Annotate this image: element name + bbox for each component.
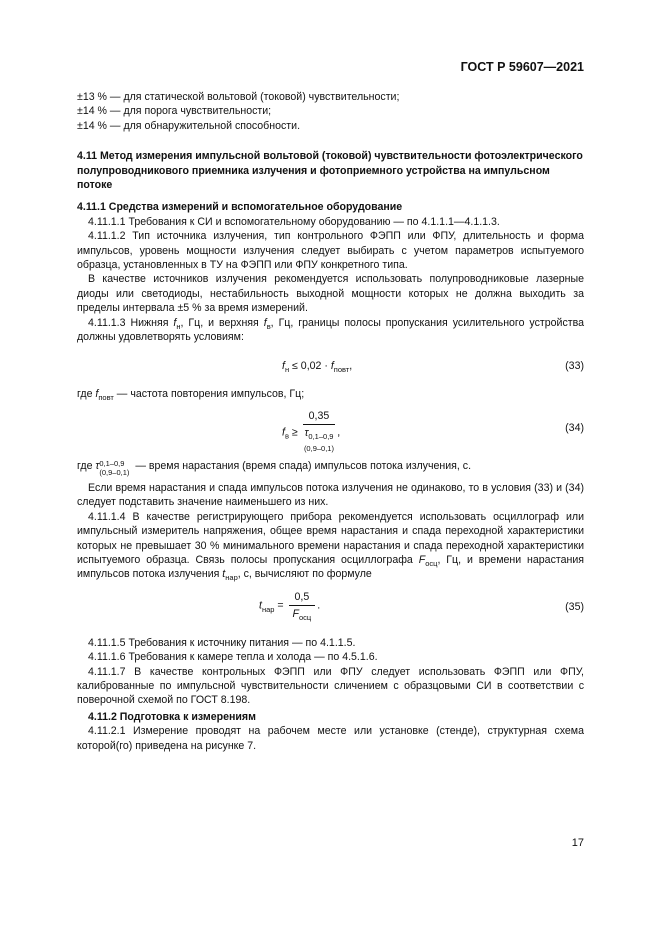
accuracy-line-2: ±14 % — для порога чувствительности; (77, 105, 272, 118)
paragraph-4-11-1-6: 4.11.1.6 Требования к камере тепла и холода — по 4.5.1.6. (88, 651, 378, 664)
accuracy-line-3: ±14 % — для обнаружительной способности. (77, 119, 301, 132)
paragraph-4-11-1-3: 4.11.1.3 Нижняя $f_н$, Гц, и верхняя $f_в$, Гц, границы полосы пропускания усилительного устройства должны удовлетворять условиям: (77, 316, 584, 344)
paragraph-light-sources: В качестве источников излучения рекомендуется использовать полупроводниковые лазерные диоды или светодиоды, нестабильность выходной мощности которых не должна выходить за пределы интервала ±5 % за время измерений. (77, 273, 584, 315)
equation-33-expression: $f_н \le 0,02 \cdot f_{повт}$, (282, 359, 353, 374)
paragraph-4-11-1-7: 4.11.1.7 В качестве контрольных ФЭПП или ФПУ следует использовать ФЭПП или ФПУ, калиброванные по импульсной чувствительности сличением с образцовыми СИ в соответствии с поверочной схемой по ГОСТ 8.198. (77, 665, 584, 707)
paragraph-4-11-1-2: 4.11.1.2 Тип источника излучения, тип контрольного ФЭПП или ФПУ, длительность и форма импульсов, уровень мощности излучения следует выбирать с учетом параметров испытуемого образца, установленных в ТУ на ФЭПП или ФПУ конкретного типа. (77, 230, 584, 272)
equation-35-number: (35) (565, 600, 584, 613)
accuracy-line-1: ±13 % — для статической вольтовой (токовой) чувствительности; (77, 91, 400, 103)
section-4-11-1-title: 4.11.1 Средства измерений и вспомогательное оборудование (77, 201, 403, 214)
paragraph-4-11-1-1: 4.11.1.1 Требования к СИ и вспомогательному оборудованию — по 4.1.1.1—4.1.1.3. (88, 215, 500, 228)
section-4-11-2-title: 4.11.2 Подготовка к измерениям (88, 710, 256, 723)
section-4-11-title: 4.11 Метод измерения импульсной вольтовой (токовой) чувствительности фотоэлектрического полупроводникового приемника излучения и фотоприемного устройства на импульсном потоке (77, 150, 583, 192)
page-number: 17 (571, 837, 584, 849)
equation-34-expression: $f_в$ ≥ 0,35 $\tau_{0,1-0,9}$ (0,9–0,1) , (282, 409, 341, 453)
equation-35 (77, 582, 584, 636)
equation-34-number: (34) (565, 421, 584, 434)
paragraph-4-11-1-4: 4.11.1.4 В качестве регистрирующего прибора рекомендуется использовать осциллограф или импульсный измеритель напряжения, общее время нарастания и спада переходной характеристики которых не превышает 30 % минимального времени нарастания и спада переходной характеристики испытуемого образца. Связь полосы пропускания осциллографа $F_{осц}$, Гц, и времени нарастания импульсов потока излучения $t_{нар}$, с, вычисляют по формуле (77, 510, 584, 583)
equation-35-expression: $t_{нар}$ = $\frac{0,5}{F_{осц}}$ . (259, 590, 321, 623)
paragraph-4-11-2-1: 4.11.2.1 Измерение проводят на рабочем месте или установке (стенде), структурная схема которой(го) приведена на рисунке 7. (77, 725, 584, 752)
equation-33-number: (33) (565, 359, 584, 372)
paragraph-unequal-times: Если время нарастания и спада импульсов потока излучения не одинаково, то в условия (33) и (34) следует подставить значение наименьшего из них. (77, 481, 584, 509)
where-tau: где τ0,1–0,9 (0,9–0,1) — время нарастания (время спада) импульсов потока излучения, с. (77, 458, 472, 477)
where-f-repeat: где $f_{повт}$ — частота повторения импульсов, Гц; (77, 387, 305, 402)
paragraph-4-11-1-5: 4.11.1.5 Требования к источнику питания — по 4.1.1.5. (88, 636, 356, 649)
equation-33 (77, 345, 584, 387)
document-body (77, 90, 584, 753)
equation-34 (77, 401, 584, 459)
standard-header: ГОСТ Р 59607—2021 (460, 60, 584, 74)
